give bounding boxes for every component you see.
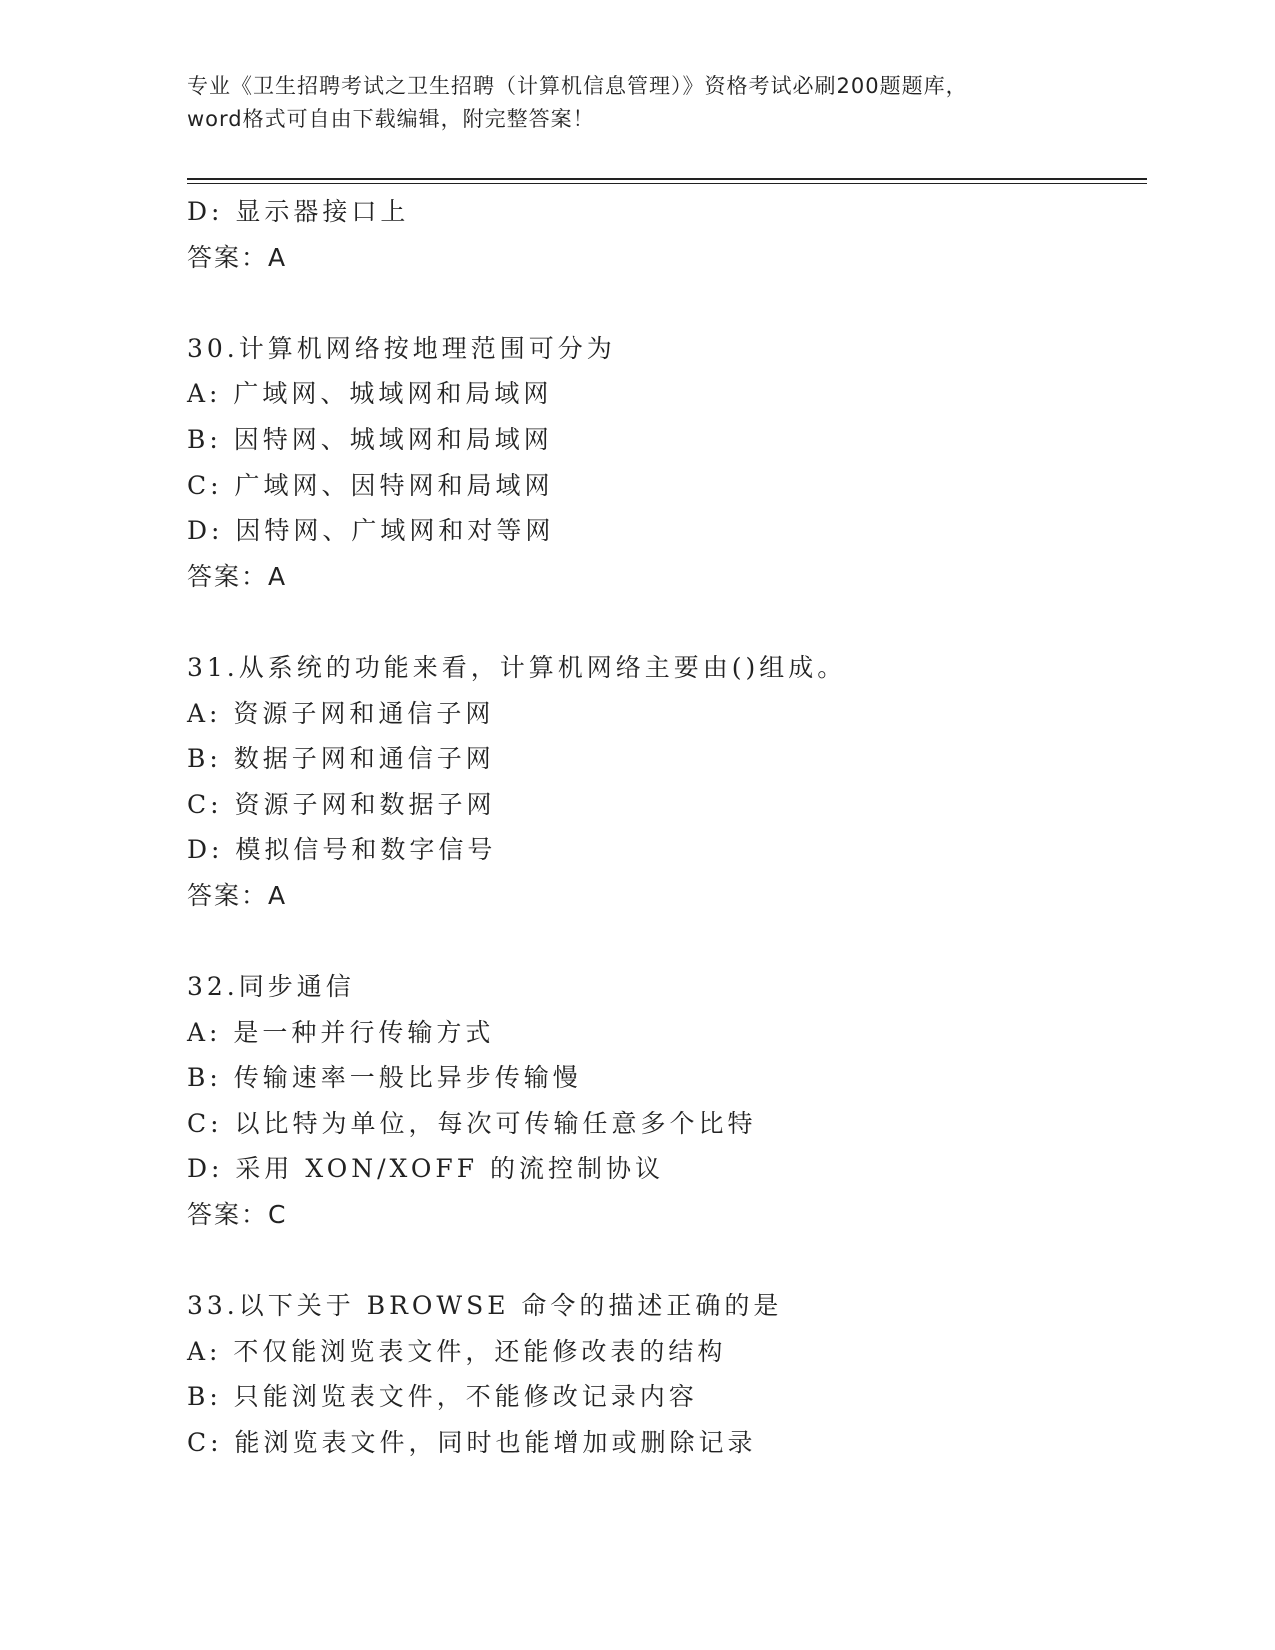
question-text: 32.同步通信 bbox=[187, 972, 355, 1002]
answer-line: 答案：A bbox=[187, 880, 288, 910]
spacer bbox=[187, 1238, 1147, 1284]
document-header bbox=[187, 70, 1087, 136]
option-a: A: 广域网、城域网和局域网 bbox=[187, 379, 553, 409]
question-block bbox=[187, 189, 1147, 280]
spacer bbox=[187, 919, 1147, 965]
question-block bbox=[187, 645, 1147, 919]
option-c: C: 能浏览表文件，同时也能增加或删除记录 bbox=[187, 1428, 757, 1458]
option-b: B: 只能浏览表文件，不能修改记录内容 bbox=[187, 1382, 698, 1412]
option-a: A: 是一种并行传输方式 bbox=[187, 1017, 495, 1047]
question-block bbox=[187, 1283, 1147, 1465]
option-b: B: 因特网、城域网和局域网 bbox=[187, 424, 553, 454]
question-text: 30.计算机网络按地理范围可分为 bbox=[187, 333, 616, 363]
question-text: 31.从系统的功能来看，计算机网络主要由()组成。 bbox=[187, 652, 847, 682]
option-d: D: 采用 XON/XOFF 的流控制协议 bbox=[187, 1154, 665, 1184]
option-b: B: 数据子网和通信子网 bbox=[187, 744, 495, 774]
option-a: A: 资源子网和通信子网 bbox=[187, 698, 495, 728]
option-d: D: 模拟信号和数字信号 bbox=[187, 835, 497, 865]
question-block bbox=[187, 964, 1147, 1238]
option-c: C: 资源子网和数据子网 bbox=[187, 789, 496, 819]
header-line-2: word格式可自由下载编辑，附完整答案！ bbox=[187, 107, 595, 131]
option-c: C: 以比特为单位，每次可传输任意多个比特 bbox=[187, 1108, 757, 1138]
header-divider-thin bbox=[187, 183, 1147, 184]
question-content bbox=[187, 189, 1147, 1466]
option-d: D: 显示器接口上 bbox=[187, 197, 410, 226]
question-block bbox=[187, 326, 1147, 600]
option-a: A: 不仅能浏览表文件，还能修改表的结构 bbox=[187, 1336, 727, 1366]
answer-line: 答案：C bbox=[187, 1200, 288, 1230]
option-d: D: 因特网、广域网和对等网 bbox=[187, 516, 555, 546]
option-c: C: 广域网、因特网和局域网 bbox=[187, 470, 554, 500]
spacer bbox=[187, 280, 1147, 326]
header-divider-thick bbox=[187, 178, 1147, 180]
spacer bbox=[187, 599, 1147, 645]
answer-line: 答案：A bbox=[187, 242, 288, 272]
answer-line: 答案：A bbox=[187, 561, 288, 591]
option-b: B: 传输速率一般比异步传输慢 bbox=[187, 1063, 582, 1093]
header-line-1: 专业《卫生招聘考试之卫生招聘（计算机信息管理）》资格考试必刷200题题库， bbox=[187, 74, 968, 98]
question-text: 33.以下关于 BROWSE 命令的描述正确的是 bbox=[187, 1291, 783, 1321]
